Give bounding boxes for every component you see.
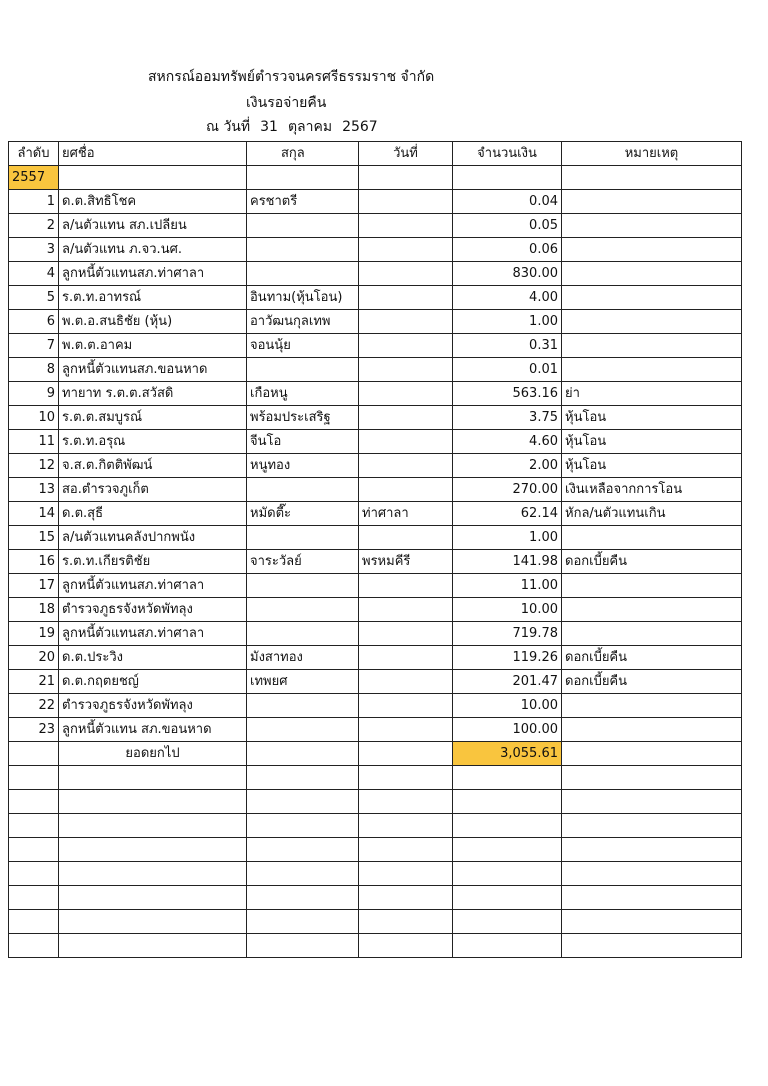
table-row [9, 358, 742, 382]
empty-cell [9, 934, 59, 958]
row-surname: เทพยศ [247, 670, 359, 694]
empty-cell [453, 934, 562, 958]
row-name: พ.ต.อ.สนธิชัย (หุ้น) [59, 310, 247, 334]
table-row [9, 454, 742, 478]
row-surname: จาระวัลย์ [247, 550, 359, 574]
row-amount: 0.06 [453, 238, 562, 262]
row-amount: 1.00 [453, 526, 562, 550]
table-row [9, 430, 742, 454]
row-number: 19 [9, 622, 59, 646]
row-date [359, 454, 453, 478]
row-date [359, 574, 453, 598]
empty-cell [9, 742, 59, 766]
row-name: ล/นตัวแทนคลังปากพนัง [59, 526, 247, 550]
empty-row [9, 766, 742, 790]
empty-cell [359, 790, 453, 814]
empty-cell [359, 742, 453, 766]
table-row [9, 598, 742, 622]
table-row [9, 190, 742, 214]
row-number: 10 [9, 406, 59, 430]
empty-cell [359, 862, 453, 886]
row-date [359, 214, 453, 238]
row-amount: 4.60 [453, 430, 562, 454]
row-name: ตำรวจภูธรจังหวัดพัทลุง [59, 694, 247, 718]
row-note [562, 622, 742, 646]
empty-cell [359, 934, 453, 958]
row-number: 18 [9, 598, 59, 622]
header-row [9, 142, 742, 166]
row-surname: เกือหนู [247, 382, 359, 406]
empty-cell [59, 790, 247, 814]
column-header-name: ยศชื่อ [59, 142, 247, 166]
row-amount: 0.31 [453, 334, 562, 358]
table-row [9, 502, 742, 526]
row-amount: 0.04 [453, 190, 562, 214]
row-date [359, 694, 453, 718]
empty-cell [59, 910, 247, 934]
ledger-table [8, 141, 742, 958]
row-note [562, 286, 742, 310]
row-number: 5 [9, 286, 59, 310]
row-surname: อาวัฒนกุลเทพ [247, 310, 359, 334]
row-name: ร.ต.ท.อาทรณ์ [59, 286, 247, 310]
empty-cell [359, 886, 453, 910]
row-name: ด.ต.ประวิง [59, 646, 247, 670]
empty-cell [359, 814, 453, 838]
row-name: ทายาท ร.ต.ต.สวัสดิ [59, 382, 247, 406]
row-number: 15 [9, 526, 59, 550]
row-surname [247, 238, 359, 262]
empty-cell [453, 838, 562, 862]
date-day: 31 [260, 119, 278, 135]
row-name: ร.ต.ท.อรุณ [59, 430, 247, 454]
row-date [359, 646, 453, 670]
document-subtitle: เงินรอจ่ายคืน [246, 95, 327, 111]
row-note [562, 718, 742, 742]
row-date [359, 190, 453, 214]
row-number: 9 [9, 382, 59, 406]
row-date [359, 382, 453, 406]
empty-row [9, 862, 742, 886]
empty-cell [9, 766, 59, 790]
row-date [359, 406, 453, 430]
empty-row [9, 934, 742, 958]
table-row [9, 550, 742, 574]
row-name: ล/นตัวแทน สภ.เปลียน [59, 214, 247, 238]
row-name: ลูกหนี้ตัวแทนสภ.ขอนหาด [59, 358, 247, 382]
empty-cell [9, 886, 59, 910]
row-number: 6 [9, 310, 59, 334]
row-note [562, 190, 742, 214]
empty-cell [9, 814, 59, 838]
row-amount: 3.75 [453, 406, 562, 430]
empty-cell [59, 814, 247, 838]
empty-cell [562, 742, 742, 766]
empty-cell [453, 886, 562, 910]
row-number: 7 [9, 334, 59, 358]
row-number: 1 [9, 190, 59, 214]
empty-cell [247, 790, 359, 814]
row-surname [247, 718, 359, 742]
empty-cell [562, 790, 742, 814]
empty-cell [247, 838, 359, 862]
row-number: 11 [9, 430, 59, 454]
row-number: 3 [9, 238, 59, 262]
row-date [359, 358, 453, 382]
row-note: ย่า [562, 382, 742, 406]
table-row [9, 382, 742, 406]
table-row [9, 334, 742, 358]
empty-cell [9, 790, 59, 814]
empty-cell [359, 910, 453, 934]
empty-cell [453, 814, 562, 838]
row-date [359, 598, 453, 622]
row-name: ด.ต.กฤตยชญ์ [59, 670, 247, 694]
row-surname [247, 694, 359, 718]
empty-cell [247, 766, 359, 790]
row-name: ลูกหนี้ตัวแทนสภ.ท่าศาลา [59, 262, 247, 286]
row-number: 23 [9, 718, 59, 742]
row-name: ลูกหนี้ตัวแทนสภ.ท่าศาลา [59, 574, 247, 598]
table-row [9, 574, 742, 598]
table-row [9, 286, 742, 310]
row-name: ลูกหนี้ตัวแทน สภ.ขอนหาด [59, 718, 247, 742]
row-amount: 10.00 [453, 694, 562, 718]
row-number: 2 [9, 214, 59, 238]
empty-cell [562, 910, 742, 934]
row-note [562, 238, 742, 262]
ledger-body [9, 166, 742, 958]
row-number: 22 [9, 694, 59, 718]
row-surname: อินทาม(หุ้นโอน) [247, 286, 359, 310]
empty-row [9, 790, 742, 814]
document-date [206, 116, 388, 138]
empty-cell [453, 862, 562, 886]
empty-cell [562, 862, 742, 886]
row-number: 14 [9, 502, 59, 526]
date-month: ตุลาคม [287, 119, 333, 135]
column-header-note: หมายเหตุ [562, 142, 742, 166]
column-header-date: วันที่ [359, 142, 453, 166]
table-row [9, 622, 742, 646]
total-row [9, 742, 742, 766]
row-date: ท่าศาลา [359, 502, 453, 526]
empty-row [9, 910, 742, 934]
row-note [562, 694, 742, 718]
empty-cell [59, 862, 247, 886]
row-date [359, 430, 453, 454]
row-note: ดอกเบี้ยคืน [562, 646, 742, 670]
row-name: ด.ต.สุธี [59, 502, 247, 526]
row-amount: 0.05 [453, 214, 562, 238]
empty-cell [9, 910, 59, 934]
row-surname [247, 526, 359, 550]
row-number: 20 [9, 646, 59, 670]
year-group-label: 2557 [9, 166, 59, 190]
date-year: 2567 [342, 119, 378, 135]
row-note [562, 526, 742, 550]
table-row [9, 406, 742, 430]
empty-cell [247, 862, 359, 886]
row-amount: 141.98 [453, 550, 562, 574]
row-surname: หมัดตี๊ะ [247, 502, 359, 526]
row-name: ด.ต.สิทธิโชค [59, 190, 247, 214]
row-surname [247, 214, 359, 238]
row-note: เงินเหลือจากการโอน [562, 478, 742, 502]
empty-cell [453, 790, 562, 814]
row-note: ดอกเบี้ยคืน [562, 670, 742, 694]
row-amount: 830.00 [453, 262, 562, 286]
row-note: หุ้นโอน [562, 406, 742, 430]
row-surname: มังสาทอง [247, 646, 359, 670]
row-amount: 11.00 [453, 574, 562, 598]
row-surname [247, 478, 359, 502]
table-row [9, 478, 742, 502]
row-number: 12 [9, 454, 59, 478]
table-row [9, 694, 742, 718]
row-date [359, 622, 453, 646]
empty-cell [247, 934, 359, 958]
empty-row [9, 838, 742, 862]
empty-cell [247, 166, 359, 190]
row-amount: 1.00 [453, 310, 562, 334]
table-row [9, 262, 742, 286]
table-row [9, 646, 742, 670]
row-name: ร.ต.ท.เกียรติชัย [59, 550, 247, 574]
row-amount: 4.00 [453, 286, 562, 310]
column-header-surname: สกุล [247, 142, 359, 166]
row-amount: 270.00 [453, 478, 562, 502]
row-number: 13 [9, 478, 59, 502]
row-amount: 10.00 [453, 598, 562, 622]
row-note [562, 574, 742, 598]
row-amount: 0.01 [453, 358, 562, 382]
row-surname [247, 598, 359, 622]
row-date [359, 718, 453, 742]
table-row [9, 526, 742, 550]
column-header-no: ลำดับ [9, 142, 59, 166]
row-surname: จีนโอ [247, 430, 359, 454]
empty-cell [562, 934, 742, 958]
row-name: พ.ต.ต.อาคม [59, 334, 247, 358]
total-label: ยอดยกไป [59, 742, 247, 766]
row-note: หุ้นโอน [562, 430, 742, 454]
empty-row [9, 886, 742, 910]
row-date [359, 478, 453, 502]
empty-cell [59, 766, 247, 790]
row-amount: 100.00 [453, 718, 562, 742]
row-amount: 719.78 [453, 622, 562, 646]
row-number: 17 [9, 574, 59, 598]
row-name: ลูกหนี้ตัวแทนสภ.ท่าศาลา [59, 622, 247, 646]
row-note [562, 310, 742, 334]
table-row [9, 310, 742, 334]
row-amount: 201.47 [453, 670, 562, 694]
empty-cell [247, 886, 359, 910]
row-date [359, 238, 453, 262]
date-prefix: ณ วันที่ [206, 119, 251, 135]
row-date [359, 310, 453, 334]
row-name: จ.ส.ต.กิตติพัฒน์ [59, 454, 247, 478]
row-note [562, 358, 742, 382]
row-surname: ครชาตรี [247, 190, 359, 214]
organization-name: สหกรณ์ออมทรัพย์ตำรวจนครศรีธรรมราช จำกัด [148, 69, 435, 85]
row-note [562, 334, 742, 358]
row-date [359, 670, 453, 694]
total-amount: 3,055.61 [453, 742, 562, 766]
row-surname: พร้อมประเสริฐ [247, 406, 359, 430]
empty-cell [453, 910, 562, 934]
empty-cell [359, 766, 453, 790]
empty-row [9, 814, 742, 838]
empty-cell [562, 166, 742, 190]
row-surname: จอนนุ้ย [247, 334, 359, 358]
row-note [562, 214, 742, 238]
table-row [9, 238, 742, 262]
row-note: หักล/นตัวแทนเกิน [562, 502, 742, 526]
empty-cell [562, 838, 742, 862]
table-row [9, 214, 742, 238]
row-name: ล/นตัวแทน ภ.จว.นศ. [59, 238, 247, 262]
empty-cell [453, 766, 562, 790]
empty-cell [359, 838, 453, 862]
row-note: หุ้นโอน [562, 454, 742, 478]
row-note [562, 262, 742, 286]
empty-cell [59, 934, 247, 958]
column-header-amount: จำนวนเงิน [453, 142, 562, 166]
row-name: ตำรวจภูธรจังหวัดพัทลุง [59, 598, 247, 622]
empty-cell [247, 742, 359, 766]
row-name: ร.ต.ต.สมบูรณ์ [59, 406, 247, 430]
row-amount: 119.26 [453, 646, 562, 670]
row-date: พรหมคีรี [359, 550, 453, 574]
empty-cell [562, 886, 742, 910]
row-surname: หนูทอง [247, 454, 359, 478]
empty-cell [247, 910, 359, 934]
empty-cell [9, 862, 59, 886]
empty-cell [59, 166, 247, 190]
row-amount: 2.00 [453, 454, 562, 478]
row-date [359, 526, 453, 550]
row-number: 21 [9, 670, 59, 694]
table-row [9, 718, 742, 742]
row-note: ดอกเบี้ยคืน [562, 550, 742, 574]
empty-cell [59, 838, 247, 862]
empty-cell [562, 814, 742, 838]
row-number: 16 [9, 550, 59, 574]
row-note [562, 598, 742, 622]
empty-cell [247, 814, 359, 838]
row-number: 8 [9, 358, 59, 382]
table-row [9, 670, 742, 694]
empty-cell [9, 838, 59, 862]
row-date [359, 262, 453, 286]
row-surname [247, 574, 359, 598]
row-surname [247, 262, 359, 286]
row-amount: 62.14 [453, 502, 562, 526]
year-group-row [9, 166, 742, 190]
row-surname [247, 622, 359, 646]
empty-cell [59, 886, 247, 910]
row-date [359, 334, 453, 358]
row-surname [247, 358, 359, 382]
row-number: 4 [9, 262, 59, 286]
row-date [359, 286, 453, 310]
row-amount: 563.16 [453, 382, 562, 406]
empty-cell [453, 166, 562, 190]
empty-cell [562, 766, 742, 790]
row-name: สอ.ตำรวจภูเก็ต [59, 478, 247, 502]
empty-cell [359, 166, 453, 190]
